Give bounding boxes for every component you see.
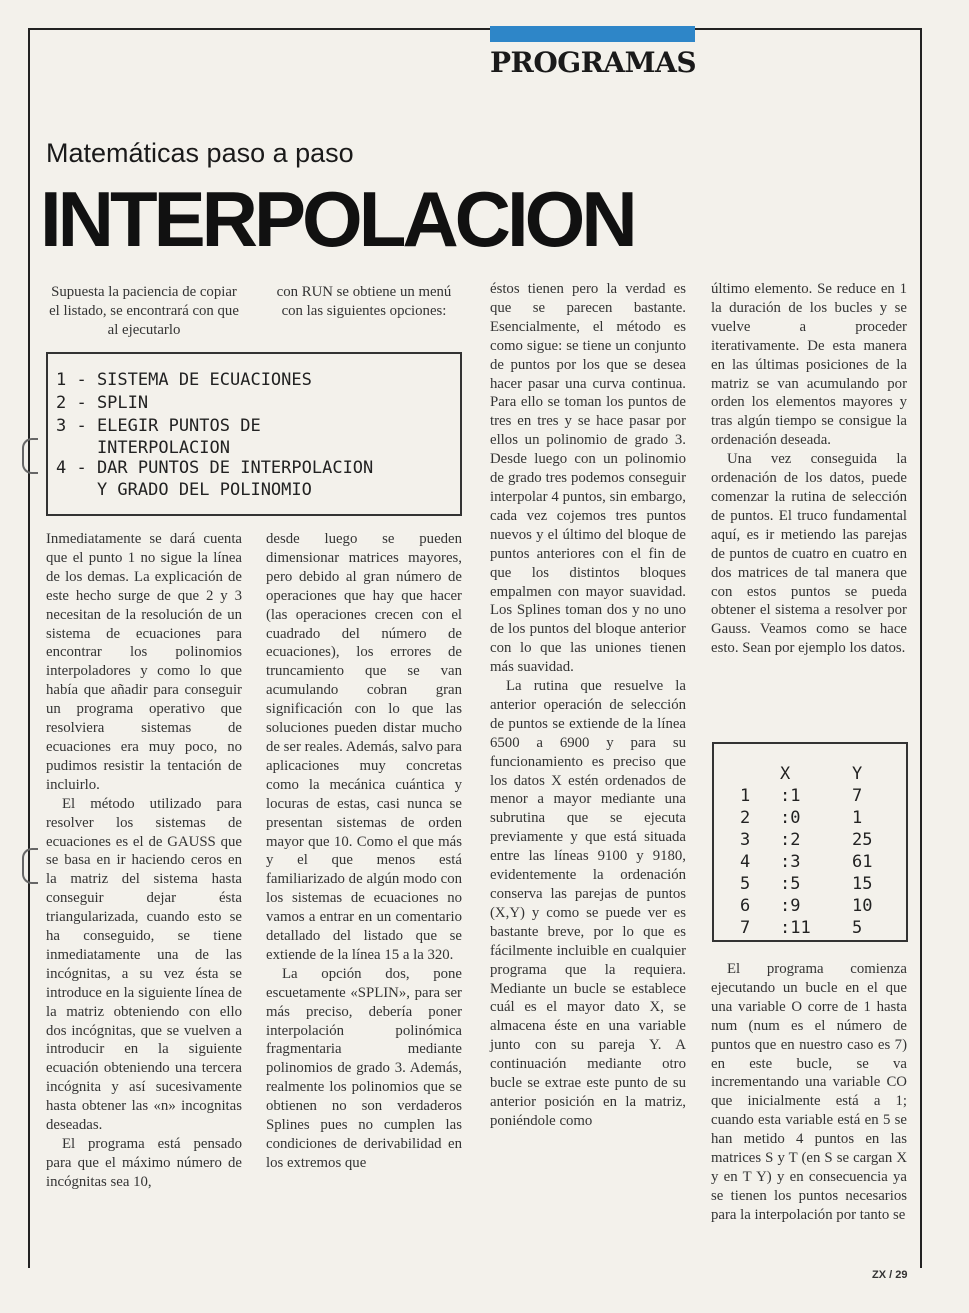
data-table-box (712, 742, 908, 942)
column-1-body (46, 530, 242, 1192)
page-number: ZX / 29 (872, 1269, 908, 1281)
table-cell-y: 15 (852, 874, 873, 894)
paragraph: Una vez conseguida la ordenación de los datos, puede comenzar la rutina de selección de puntos. El truco fundamental aquí, es ir metiendo las parejas de puntos de cuatro en cuatro en dos matrices de tal manera que con estos puntos se pueda obtener el sistema a resolver por Gauss. Veamos como se hace esto. Sean por ejemplo los datos. (711, 451, 907, 657)
column-4-top (711, 280, 907, 658)
menu-line-2: 2 - SPLIN (56, 393, 149, 413)
table-row-index: 1 (740, 786, 751, 806)
paragraph: El método utilizado para resolver los sistemas de ecuaciones es el de GAUSS que se basa en ir haciendo ceros en la matriz del sistema hasta conseguir dejar ésta triangularizada, cuando esto se ha conseguido, se tiene inmediatamente una de las incógnitas, a su vez ésta se introduce en la siguiente línea de la matriz obteniendo con ello dos incógnitas, que se vuelven a introducir en la siguiente ecuación obteniendo una tercera incógnita y así sucesivamente hasta obtener las «n» incognitas deseadas. (46, 795, 242, 1134)
paragraph: La opción dos, pone escuetamente «SPLIN», para ser más preciso, debería poner interpolación polinómica fragmentaria mediante polinomios de grado 3. Además, realmente los polinomios que se obtienen no son verdaderos Splines pues no cumplen las condiciones de derivabilidad en los extremos que (266, 965, 462, 1171)
paragraph: éstos tienen pero la verdad es que se parecen bastante. Esencialmente, el método es como sigue: se tiene un conjunto de puntos por los que se desea hacer pasar una curva continua. Para ello se toman los puntos de tres en tres y se hace pasar por ellos un polinomio de grado 3. Desde luego con un polinomio de grado tres podemos conseguir interpolar 4 puntos, sin embargo, cada vez cojemos tres puntos nuevos y el último del bloque de puntos anteriores con el fin de que los distintos bloques empalmen con mayor suavidad. Los Splines toman dos y no uno de los puntos del bloque anterior con lo que las uniones tienen más suavidad. (490, 281, 686, 676)
frame-right-rule (920, 28, 922, 1268)
table-row-index: 7 (740, 918, 751, 938)
table-cell-x: :2 (780, 830, 801, 850)
article-title: INTERPOLACION (40, 175, 634, 263)
table-cell-x: :0 (780, 808, 801, 828)
paragraph: último elemento. Se reduce en 1 la duración de los bucles y se vuelve a proceder iterativamente. De esta manera en las últimas posiciones de la matriz se van acumulando por orden los elementos mayores y tras algún tiempo se consigue la ordenación deseada. (711, 281, 907, 449)
table-cell-y: 61 (852, 852, 873, 872)
table-row-index: 5 (740, 874, 751, 894)
menu-line-6: Y GRADO DEL POLINOMIO (56, 480, 312, 500)
column-2-intro (266, 283, 462, 321)
binder-clip-mark (22, 438, 38, 474)
table-cell-y: 5 (852, 918, 863, 938)
column-1-intro (46, 283, 242, 340)
column-3-body (490, 280, 686, 1131)
article-subtitle: Matemáticas paso a paso (46, 138, 354, 168)
table-cell-y: 25 (852, 830, 873, 850)
paragraph: El programa está pensado para que el máximo número de incógnitas sea 10, (46, 1136, 242, 1190)
table-cell-x: :1 (780, 786, 801, 806)
menu-listing-box (46, 352, 462, 516)
paragraph: Inmediatamente se dará cuenta que el punto 1 no sigue la línea de los demas. La explicación de este hecho surge de que 2 y 3 necesitan de la resolución de un sistema de ecuaciones para encontrar los polinomios interpoladores y como lo que había que añadir para conseguir un programa operativo que resolviera sistemas de ecuaciones era muy poco, no pudimos resistir la tentación de incluirlo. (46, 531, 242, 793)
table-row-index: 6 (740, 896, 751, 916)
paragraph: La rutina que resuelve la anterior operación de selección de puntos se extiende de la línea 6500 a 6900 y para su funcionamiento es preciso que los datos X estén ordenados de menor a mayor mediante una subrutina que se ejecuta previamente y que está situada entre las líneas 9100 y 9180, evidentemente la ordenación conserva las parejas de puntos (X,Y) y como se puede ver es bastante breve, por lo que es fácilmente incluible en cualquier programa que la requiera. Mediante un bucle se establece cuál es el mayor dato X, se almacena éste en una variable junto con su pareja Y. A continuación mediante otro bucle se extrae este punto de su anterior posición en la matriz, poniéndole como (490, 678, 686, 1129)
menu-line-5: 4 - DAR PUNTOS DE INTERPOLACION (56, 458, 374, 478)
section-color-bar (490, 26, 695, 42)
table-row-index: 2 (740, 808, 751, 828)
column-2-body (266, 530, 462, 1173)
paragraph: desde luego se pueden dimensionar matrices mayores, pero debido al gran número de operaciones que hay que hacer (las operaciones crecen con el cuadrado del número de ecuaciones), los errores de truncamiento que se van acumulando cobran gran significación con lo que las soluciones pueden distar mucho de ser reales. Además, salvo para aplicaciones muy concretas como la mecánica cuántica y locuras de estas, casi nunca se presentan sistemas de orden mayor que 10. Como el que más y el que menos está familiarizado de algún modo con los sistemas de ecuaciones no vamos a entrar en un comentario detallado del listado que se extiende de la línea 15 a la 320. (266, 531, 462, 963)
table-row-index: 3 (740, 830, 751, 850)
paragraph: El programa comienza ejecutando un bucle en el que una variable O corre de 1 hasta num (num es el número de puntos que en nuestro caso es 7) en este bucle, se va incrementando una variable CO que inicialmente está a 1; cuando esta variable está en 5 se han metido 4 puntos en las matrices S y T (en S se cargan X y en T Y) y en consecuencia ya se tienen los puntos necesarios para la interpolación por tanto se (711, 961, 907, 1223)
menu-line-1: 1 - SISTEMA DE ECUACIONES (56, 370, 312, 390)
table-cell-x: :11 (780, 918, 811, 938)
menu-line-3: 3 - ELEGIR PUNTOS DE (56, 416, 261, 436)
table-header-x: X (780, 764, 791, 784)
section-heading: PROGRAMAS (490, 46, 697, 79)
menu-line-4: INTERPOLACION (56, 438, 230, 458)
binder-clip-mark (22, 848, 38, 884)
table-cell-y: 7 (852, 786, 863, 806)
column-4-bottom (711, 960, 907, 1225)
table-cell-x: :3 (780, 852, 801, 872)
intro-paragraph: Supuesta la paciencia de copiar el listado, se encontrará con que al ejecutarlo (49, 284, 239, 338)
table-cell-x: :5 (780, 874, 801, 894)
table-row-index: 4 (740, 852, 751, 872)
frame-left-rule (28, 28, 30, 1268)
table-cell-x: :9 (780, 896, 801, 916)
table-cell-y: 1 (852, 808, 863, 828)
table-header-y: Y (852, 764, 863, 784)
frame-top-rule (28, 28, 922, 30)
table-cell-y: 10 (852, 896, 873, 916)
intro-paragraph-2: con RUN se obtiene un menú con las siguientes opciones: (276, 284, 452, 319)
